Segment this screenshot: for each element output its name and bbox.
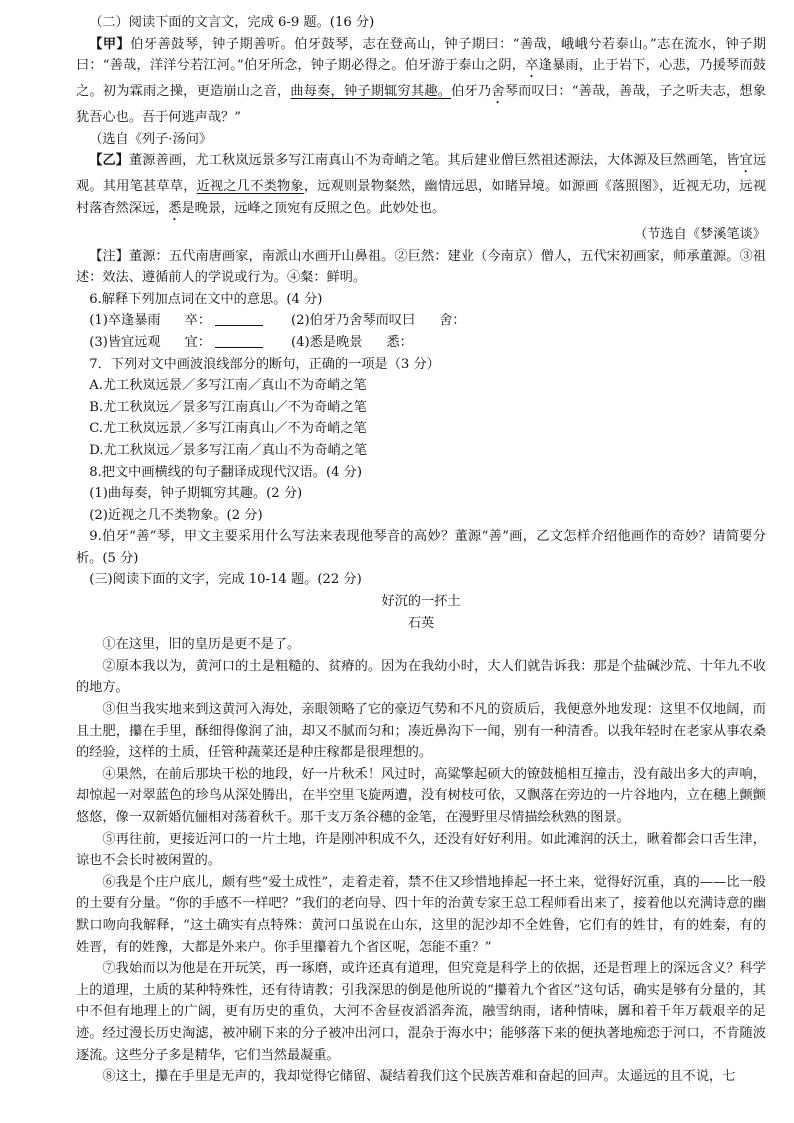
question-6: 6.解释下列加点词在文中的意思。(4 分)	[89, 291, 323, 307]
yi-text-1: 董源善画，尤工秋岚远景多写江南真山不为奇峭之笔。其后建业僧巨然祖述源法，大体源及巨然画笔，皆	[129, 153, 740, 169]
jia-dotted-word-2: 舍	[491, 84, 505, 100]
answer-blank-3[interactable]	[215, 333, 263, 348]
q7-option-a: A.尤工秋岚远景／多写江南／真山不为奇峭之笔	[89, 378, 367, 394]
article-paragraph-2: ②原本我以为，黄河口的土是粗糙的、贫瘠的。因为在我幼小时，大人们就告诉我：那是个盐碱沙荒、十年九不收的地方。	[76, 658, 766, 696]
exam-page	[76, 12, 766, 1088]
question-6-row-1	[76, 310, 766, 332]
q7-option-c: C.尤工秋岚远景／多写江南真山／不为奇峭之笔	[89, 421, 367, 437]
q6-item-3-label: 宜：	[184, 334, 211, 350]
jia-text-4: 琴而叹曰：“善哉，善哉，子之听夫志，想象犹吾心也。吾于何逃声哉？”	[76, 84, 767, 126]
article-paragraph-7: ⑦我始而以为他是在开玩笑，再一琢磨，或许还真有道理，但究竟是科学上的依据，还是哲理上的深远含义？科学上的道理，土质的某种特殊性，还有待请教；引我深思的倒是他所说的“攥着九个省区”这句话，确实是够有分量的，其中不但有地理上的广阔，更有历史的重负，大河不舍昼夜滔滔奔流，融雪纳雨，诸种情味，羼和着千年万载艰辛的足迹。经过漫长历史淘滤，被冲刷下来的分子被冲出河口，混杂于海水中；能够落下来的便执著地痴恋于河口，不肯随波逐流。这些分子多是精华，它们当然最凝重。	[76, 961, 766, 1063]
jia-mark: 【甲】	[89, 36, 131, 52]
q6-item-1-label: 卒：	[184, 313, 211, 329]
jia-source: （选自《列子·汤问》	[89, 131, 213, 147]
section2-heading: （二）阅读下面的文言文，完成 6-9 题。(16 分)	[89, 15, 375, 30]
article-author: 石英	[407, 615, 435, 631]
answer-blank-1[interactable]	[215, 311, 263, 326]
jia-text-3: 伯牙乃	[451, 84, 492, 100]
q6-item-2-label: 舍：	[439, 313, 466, 329]
q8-item-2: (2)近视之几不类物象。(2 分)	[89, 507, 263, 523]
yi-text-4: 是晚景，远峰之顶宛有反照之色。此妙处也。	[181, 200, 446, 216]
question-7: 7．下列对文中画波浪线部分的断句，正确的一项是（3 分）	[89, 356, 440, 372]
article-paragraph-3: ③但当我实地来到这黄河入海处，亲眼领略了它的豪迈气势和不凡的资质后，我便意外地发现：这里不仅地阔，而且土肥，攥在手里，酥细得像润了油，却又不腻而匀和；凑近鼻沟下一闻，别有一种清香。以我年轻时在老家从事农桑的经验，这样的土质，任管种蔬菜还是种庄稼都是很理想的。	[76, 702, 766, 761]
article-paragraph-4: ④果然，在前后那块干松的地段，好一片秋禾！风过时，高粱擎起硕大的镣鼓槌相互撞击，没有敲出多大的声响，却惊起一对翠蓝色的珍鸟从深处腾出，在半空里飞旋两遭，没有树枝可依，又飘落在旁边的一片谷地内，立在穗上颤颤悠悠，像一双新婚伉俪相对荡着秋千。那千支万条谷穗的金笔，在漫野里尽情描绘秋熟的图景。	[76, 766, 766, 825]
jia-dotted-word-1: 卒	[525, 58, 539, 74]
article-paragraph-6: ⑥我是个庄户底儿，颇有些“爱土成性”，走着走着，禁不住又珍惜地捧起一抔土来，觉得好沉重，真的——比一般的土要有分量。“你的手感不一样吧？”我们的老向导、四十年的治黄专家王总工程师看出来了，接着他以充满诗意的幽默口吻向我解释，“这土确实有点特殊：黄河口虽说在山东，这里的泥沙却不全姓鲁，它们有的姓甘，有的姓秦，有的姓晋，有的姓豫，大都是外来户。你手里攥着九个省区呢，怎能不重？”	[76, 874, 766, 955]
question-8: 8.把文中画横线的句子翻译成现代汉语。(4 分)	[89, 464, 363, 480]
q6-item-3: (3)皆宜远观	[89, 334, 161, 350]
passage-yi	[76, 150, 766, 224]
article-paragraph-1: ①在这里，旧的皇历是更不是了。	[102, 637, 301, 653]
annotation-note: 【注】董源：五代南唐画家，南派山水画开山鼻祖。②巨然：建业（今南京）僧人，五代宋初画家，师承董源。③祖述：效法、遵循前人的学说或行为。④粲：鲜明。	[76, 248, 766, 286]
jia-text-1: 伯牙善鼓琴，钟子期善听。伯牙鼓琴，志在登高山，钟子期曰：“善哉，峨峨兮若泰山。”志在流水，钟子期曰：“善哉，洋洋兮若江河。”伯牙所念，钟子期必得之。伯牙游于泰山之阴，	[76, 36, 767, 74]
yi-dotted-word-1: 宜	[739, 153, 753, 169]
question-6-row-2	[76, 332, 766, 354]
article-paragraph-8: ⑧这土，攥在手里是无声的，我却觉得它储留、凝结着我们这个民族苦难和奋起的回声。太遥远的且不说，七	[102, 1069, 736, 1085]
question-9: 9.伯牙“善”琴，甲文主要采用什么写法来表现他琴音的高妙？董源“善”画，乙文怎样介绍他画作的奇妙？请简要分析。(5 分)	[76, 529, 766, 566]
section3-heading: (三)阅读下面的文字，完成 10-14 题。(22 分)	[89, 572, 362, 588]
yi-dotted-word-2: 悉	[168, 200, 182, 216]
yi-mark: 【乙】	[89, 153, 130, 169]
jia-underlined-sentence: 曲每奏，钟子期辄穷其趣。	[290, 84, 452, 100]
q8-item-1: (1)曲每奏，钟子期辄穷其趣。(2 分)	[89, 486, 303, 502]
jia-text-2: 逢暴雨，止于岩下，心悲，乃援琴而鼓之。初为霖雨之操，更造崩山之音，	[76, 58, 766, 100]
q7-option-d: D.尤工秋岚远／景多写江南／真山不为奇峭之笔	[89, 442, 368, 458]
q7-option-b: B.尤工秋岚远／景多写江南真山／不为奇峭之笔	[89, 399, 367, 415]
q6-item-4-label: 悉：	[386, 334, 413, 350]
yi-underlined-sentence: 近视之几不类物象	[196, 179, 304, 195]
yi-text-3: ，远观则景物粲然，幽情远思，如睹异境。如源画《落照图》，近视无功，远视村落杳然深远，	[76, 179, 767, 216]
q6-item-4: (4)悉是晚景	[291, 334, 363, 350]
passage-jia	[76, 34, 766, 129]
q6-item-1: (1)卒逢暴雨	[89, 313, 161, 329]
article-title: 好沉的一抔土	[381, 594, 461, 610]
article-paragraph-5: ⑤再往前，更接近河口的一片土地，许是刚冲积成不久，还没有好好利用。如此滩润的沃土，瞅着都会口舌生津，谅也不会长时被闲置的。	[76, 831, 766, 869]
yi-source: （节选自《梦溪笔谈》	[634, 226, 766, 242]
q6-item-2: (2)伯牙乃舍琴而叹曰	[291, 313, 416, 329]
yi-text-2: 远观。其用笔甚草草，	[76, 153, 767, 195]
